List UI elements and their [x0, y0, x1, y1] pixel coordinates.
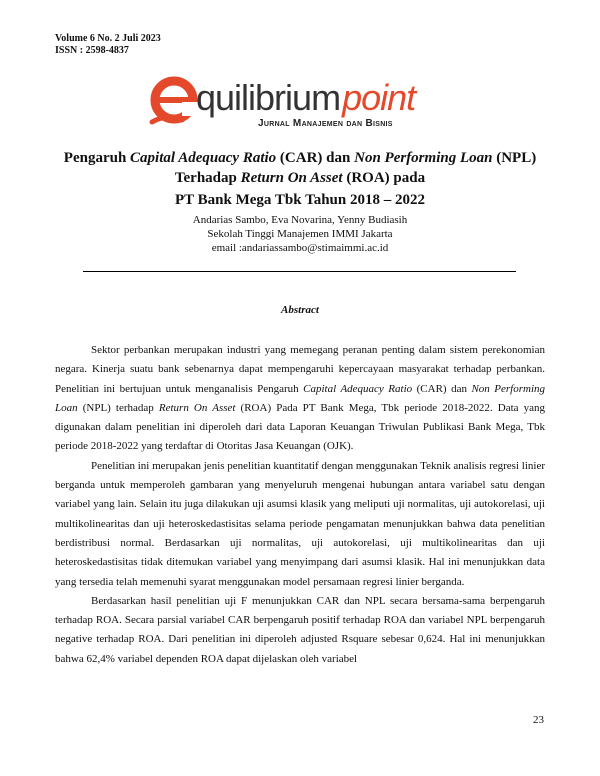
author-affiliation: Sekolah Tinggi Manajemen IMMI Jakarta	[207, 228, 393, 240]
title-text: Terhadap	[174, 170, 241, 186]
abstract-paragraph-1	[55, 341, 545, 457]
author-email: email :andariassambo@stimaimmi.ac.id	[211, 242, 389, 254]
body-text: (CAR) dan	[412, 382, 472, 395]
logo-word-quilibrium: quilibrium	[196, 77, 341, 118]
journal-logo	[148, 72, 448, 136]
paper-title-line-3: PT Bank Mega Tbk Tahun 2018 – 2022	[175, 192, 425, 208]
paper-title-line-1	[55, 148, 545, 168]
title-text: (ROA) pada	[342, 170, 426, 186]
logo-wordmark	[196, 78, 415, 118]
abstract-paragraph-3: Berdasarkan hasil penelitian uji F menunjukkan CAR dan NPL secara bersama-sama berpengaruh terhadap ROA. Secara parsial variabel CAR berpengaruh positif terhadap ROA dan variabel NPL berpengaruh negative terhadap ROA. Dari penelitian ini diperoleh adjusted Rsquare sebesar 0,624. Hal ini menunjukkan bahwa 62,4% variabel dependen ROA dapat dijelaskan oleh variabel	[55, 594, 545, 665]
body-text: (ROA) Pada PT Bank Mega, Tbk periode 2018-2022. Data yang digunakan dalam penelitian ini diperoleh dari data Laporan Keuangan Triwulan Publikasi Bank Mega, Tbk periode 2018-2022 yang terdaftar di Otoritas Jasa Keuangan (OJK).	[55, 401, 546, 453]
issn-line: ISSN : 2598-4837	[55, 45, 129, 56]
title-italic: Return On Asset	[240, 170, 343, 186]
title-text: (CAR) dan	[276, 150, 355, 166]
abstract-paragraph-2: Penelitian ini merupakan jenis penelitian kuantitatif dengan menggunakan Teknik analisis regresi linier berganda untuk memperoleh gambaran yang menyeluruh mengenai hubungan antara variabel satu dengan variabel yang lain. Selain itu juga dilakukan uji asumsi klasik yang meliputi uji normalitas, uji autokorelasi, uji multikolinearitas dan uji heteroskedastisitas selama periode pengamatan menunjukkan bahwa data penelitian berdistribusi normal. Berdasarkan uji normalitas, uji autokorelasi, uji multikolinearitas dan uji heteroskedastisitas tidak ditemukan variabel yang menyimpang dari asumsi klasik. Hal ini menunjukkan data yang tersedia telah memenuhi syarat menggunakan model persamaan regresi linier berganda.	[55, 459, 545, 588]
title-text: Pengaruh	[63, 150, 131, 166]
logo-subtitle: Jurnal Manajemen dan Bisnis	[258, 118, 393, 129]
header-divider	[83, 271, 516, 272]
author-names: Andarias Sambo, Eva Novarina, Yenny Budiasih	[192, 214, 408, 226]
body-italic: Return On Asset	[158, 401, 236, 414]
author-block	[55, 213, 545, 255]
title-italic: Non Performing Loan	[354, 150, 493, 166]
body-text: Sektor perbankan merupakan industri yang memegang peranan penting dalam sistem perekonomian negara. Kinerja suatu bank sebenarnya dapat mempengaruhi kepercayaan masyarakat terhadap perbankan. Penelitian ini bertujuan untuk menganalisis Pengaruh	[55, 344, 545, 395]
abstract-heading: Abstract	[281, 304, 319, 316]
abstract-body	[55, 341, 545, 669]
body-text: (NPL) terhadap	[77, 401, 159, 414]
page-number: 23	[533, 714, 544, 726]
title-text: (NPL)	[492, 150, 537, 166]
body-italic: Capital Adequacy Ratio	[303, 382, 413, 395]
body-italic: Non Performing Loan	[55, 382, 546, 414]
journal-meta	[55, 33, 161, 57]
logo-word-point: point	[342, 77, 416, 118]
paper-title-line-2	[55, 168, 545, 188]
volume-line: Volume 6 No. 2 Juli 2023	[55, 33, 161, 44]
title-italic: Capital Adequacy Ratio	[130, 150, 277, 166]
